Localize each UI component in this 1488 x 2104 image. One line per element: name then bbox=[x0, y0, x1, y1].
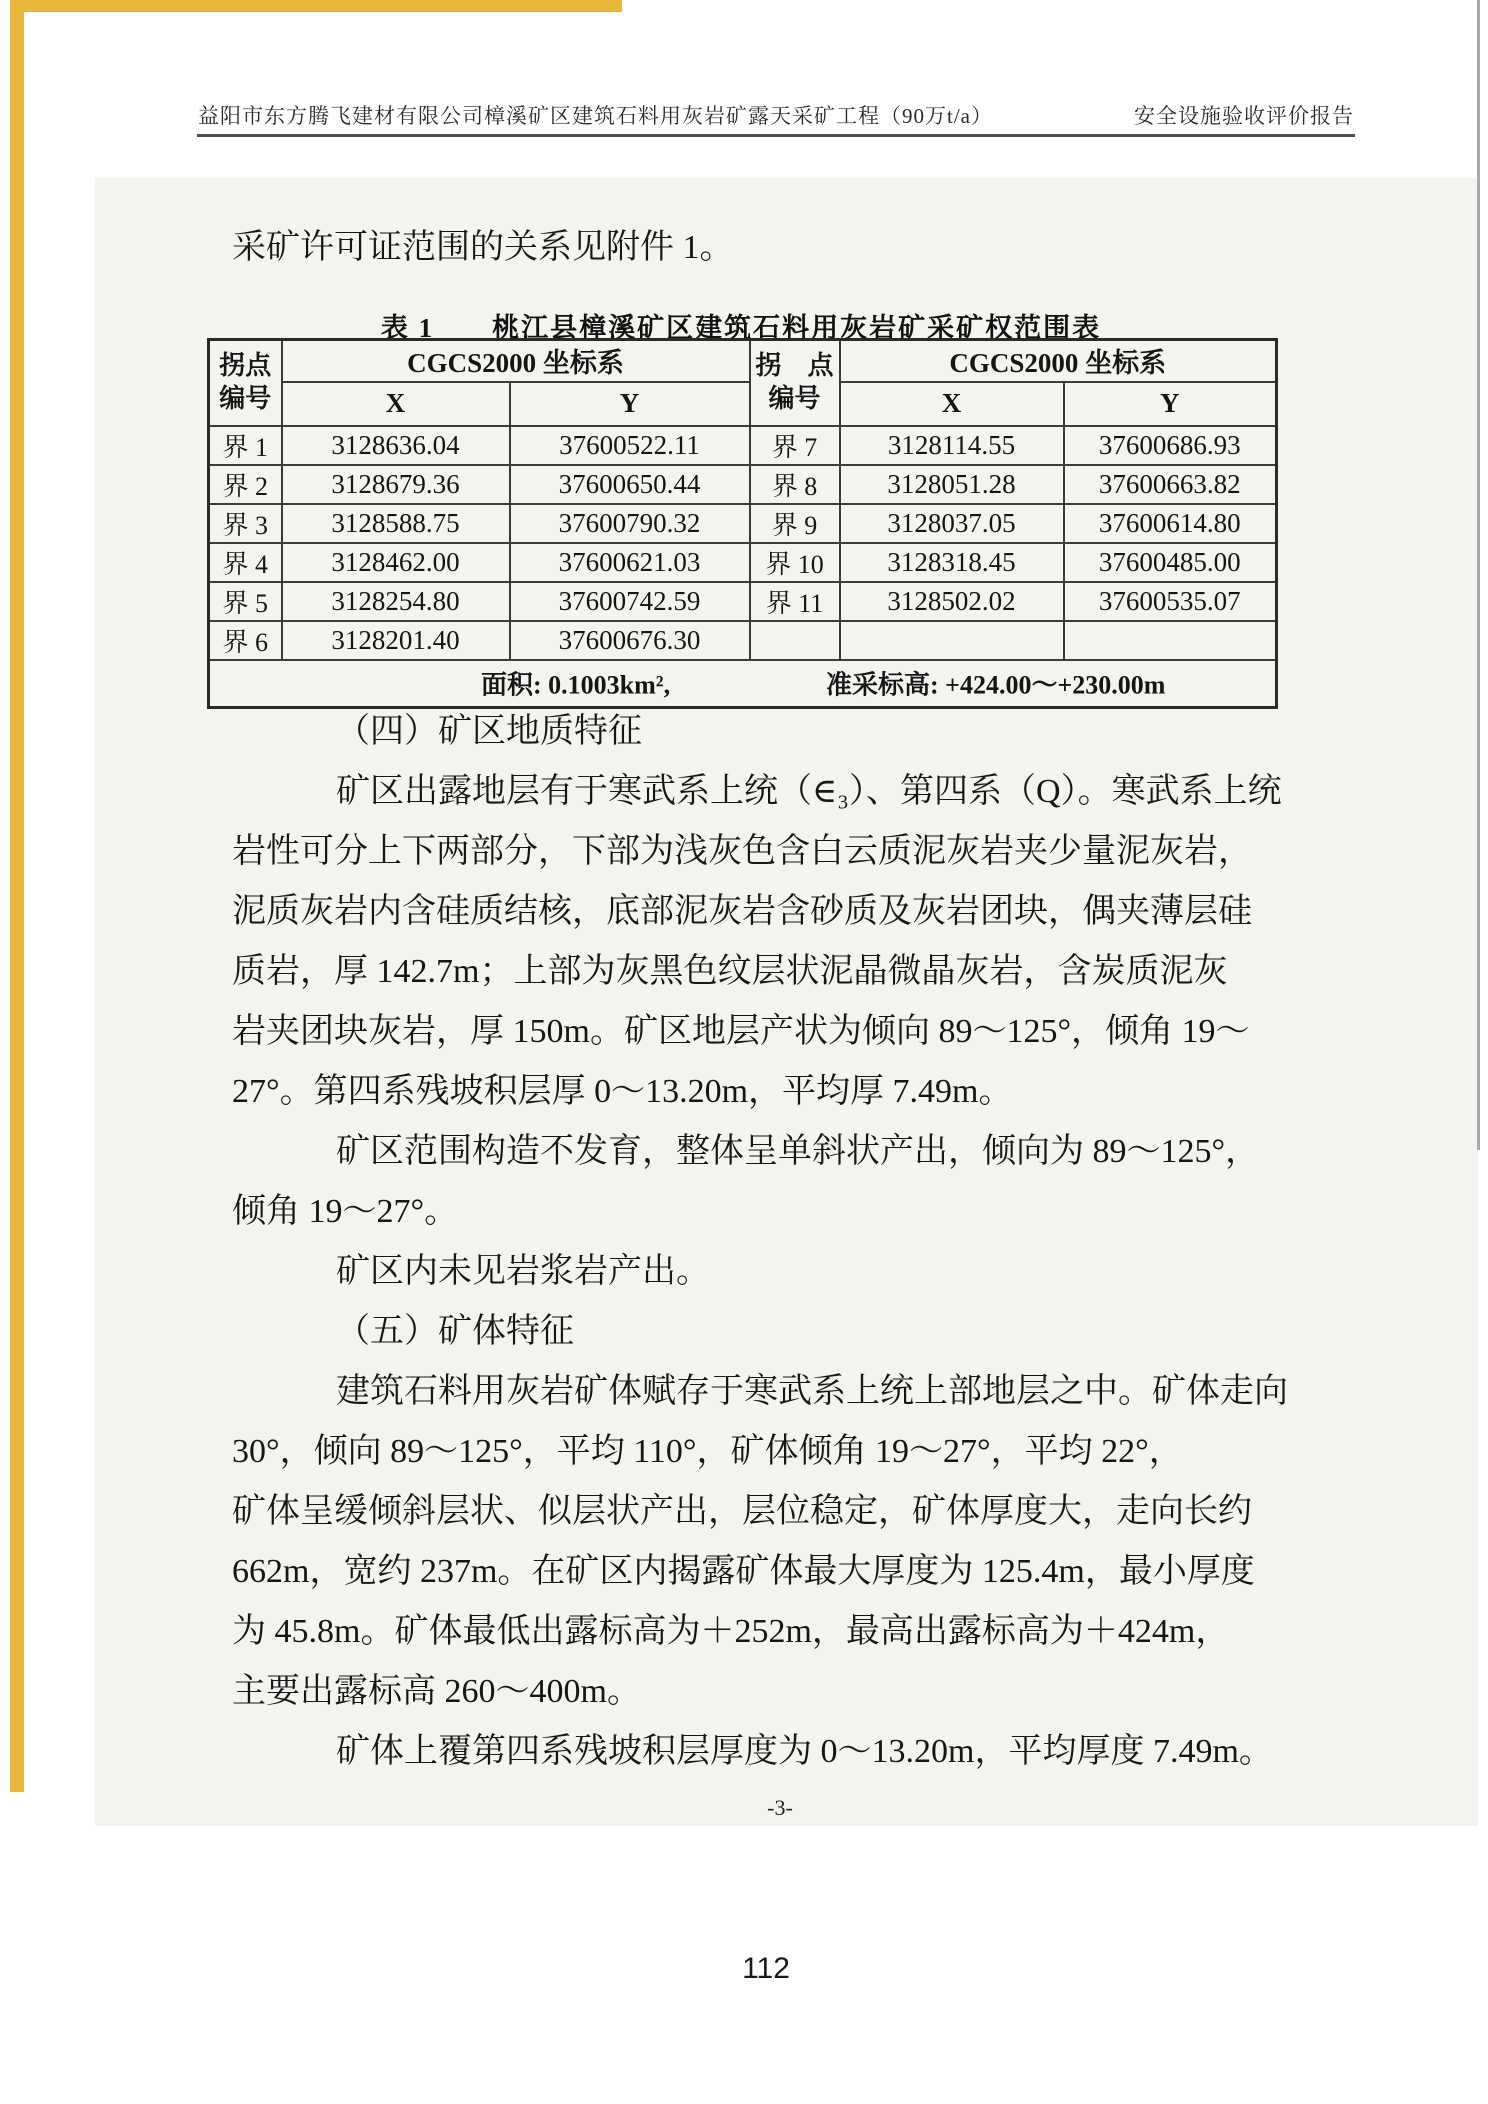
body-line: 建筑石料用灰岩矿体赋存于寒武系上统上部地层之中。矿体走向 bbox=[336, 1373, 1288, 1410]
point-id: 界 11 bbox=[750, 582, 840, 621]
point-id: 界 7 bbox=[750, 426, 840, 465]
y-value bbox=[1064, 621, 1277, 660]
x-value: 3128318.45 bbox=[840, 543, 1064, 582]
y-value: 37600742.59 bbox=[510, 582, 750, 621]
point-id: 界 6 bbox=[209, 621, 282, 660]
body-line: 倾角 19～27°。 bbox=[232, 1193, 459, 1230]
body-line: 质岩，厚 142.7m；上部为灰黑色纹层状泥晶微晶灰岩，含炭质泥灰 bbox=[232, 953, 1228, 990]
area-value: 面积: 0.1003km², bbox=[481, 670, 671, 700]
y-value: 37600650.44 bbox=[510, 465, 750, 504]
point-id: 界 3 bbox=[209, 504, 282, 543]
corner-header-right bbox=[750, 340, 840, 426]
table-row bbox=[209, 504, 1277, 543]
x-value: 3128051.28 bbox=[840, 465, 1064, 504]
x-header-left: X bbox=[282, 382, 510, 426]
table-row bbox=[209, 426, 1277, 465]
table-row bbox=[209, 465, 1277, 504]
scan-page-number: -3- bbox=[767, 1795, 793, 1820]
y-value: 37600614.80 bbox=[1064, 504, 1277, 543]
body-line: 岩性可分上下两部分，下部为浅灰色含白云质泥灰岩夹少量泥灰岩， bbox=[232, 833, 1252, 870]
header-rule bbox=[197, 134, 1355, 137]
x-value: 3128254.80 bbox=[282, 582, 510, 621]
corner-header-left bbox=[209, 340, 282, 426]
point-id: 界 2 bbox=[209, 465, 282, 504]
left-edge-stripe bbox=[10, 0, 24, 1792]
y-value: 37600686.93 bbox=[1064, 426, 1277, 465]
y-header-right: Y bbox=[1064, 382, 1277, 426]
corner-right-line2: 编号 bbox=[768, 383, 821, 413]
body-line: 岩夹团块灰岩，厚 150m。矿区地层产状为倾向 89～125°，倾角 19～ bbox=[232, 1013, 1250, 1050]
coord-sys-header-right: CGCS2000 坐标系 bbox=[840, 340, 1277, 382]
header-report-type: 安全设施验收评价报告 bbox=[1134, 104, 1354, 128]
y-value: 37600485.00 bbox=[1064, 543, 1277, 582]
table-footer-cell bbox=[209, 660, 1277, 708]
point-id: 界 9 bbox=[750, 504, 840, 543]
point-id: 界 4 bbox=[209, 543, 282, 582]
x-value: 3128037.05 bbox=[840, 504, 1064, 543]
x-value: 3128114.55 bbox=[840, 426, 1064, 465]
coord-sys-header-left: CGCS2000 坐标系 bbox=[282, 340, 750, 382]
body-line: 矿区范围构造不发育，整体呈单斜状产出，倾向为 89～125°， bbox=[336, 1133, 1260, 1170]
y-value: 37600522.11 bbox=[510, 426, 750, 465]
point-id bbox=[750, 621, 840, 660]
body-line: 矿区内未见岩浆岩产出。 bbox=[336, 1253, 710, 1290]
x-header-right: X bbox=[840, 382, 1064, 426]
mining-rights-table bbox=[207, 338, 1278, 709]
y-value: 37600676.30 bbox=[510, 621, 750, 660]
mining-elevation-value: 准采标高: +424.00～+230.00m bbox=[826, 670, 1166, 700]
body-line: 主要出露标高 260～400m。 bbox=[232, 1673, 641, 1710]
section-heading-4: （四）矿区地质特征 bbox=[336, 713, 642, 750]
body-line: 为 45.8m。矿体最低出露标高为＋252m，最高出露标高为＋424m， bbox=[232, 1613, 1230, 1650]
table-row bbox=[209, 621, 1277, 660]
y-value: 37600621.03 bbox=[510, 543, 750, 582]
body-line: 泥质灰岩内含硅质结核，底部泥灰岩含砂质及灰岩团块，偶夹薄层硅 bbox=[232, 893, 1252, 930]
body-line: 矿体呈缓倾斜层状、似层状产出，层位稳定，矿体厚度大，走向长约 bbox=[232, 1493, 1252, 1530]
x-value: 3128201.40 bbox=[282, 621, 510, 660]
x-value: 3128588.75 bbox=[282, 504, 510, 543]
body-line: 30°，倾向 89～125°，平均 110°，矿体倾角 19～27°，平均 22°， bbox=[232, 1433, 1183, 1470]
x-value: 3128462.00 bbox=[282, 543, 510, 582]
x-value: 3128679.36 bbox=[282, 465, 510, 504]
section-heading-5: （五）矿体特征 bbox=[336, 1313, 574, 1350]
x-value: 3128502.02 bbox=[840, 582, 1064, 621]
body-line: 矿区出露地层有于寒武系上统（∈₃）、第四系（Q）。寒武系上统 bbox=[336, 773, 1282, 810]
y-value: 37600535.07 bbox=[1064, 582, 1277, 621]
x-value: 3128636.04 bbox=[282, 426, 510, 465]
header-project-title: 益阳市东方腾飞建材有限公司樟溪矿区建筑石料用灰岩矿露天采矿工程（90万t/a） bbox=[198, 104, 993, 128]
right-edge-line bbox=[1477, 0, 1480, 1150]
point-id: 界 8 bbox=[750, 465, 840, 504]
x-value bbox=[840, 621, 1064, 660]
corner-left-line2: 编号 bbox=[219, 383, 272, 413]
point-id: 界 1 bbox=[209, 426, 282, 465]
y-value: 37600790.32 bbox=[510, 504, 750, 543]
document-page-number: 112 bbox=[742, 1952, 790, 1985]
top-edge-stripe bbox=[10, 0, 622, 12]
table-row bbox=[209, 543, 1277, 582]
y-value: 37600663.82 bbox=[1064, 465, 1277, 504]
corner-right-line1: 拐 点 bbox=[755, 351, 834, 381]
table-row bbox=[209, 582, 1277, 621]
intro-line: 采矿许可证范围的关系见附件 1。 bbox=[232, 229, 734, 266]
corner-left-line1: 拐点 bbox=[219, 351, 272, 381]
point-id: 界 10 bbox=[750, 543, 840, 582]
table-title: 表 1 桃江县樟溪矿区建筑石料用灰岩矿采矿权范围表 bbox=[380, 313, 1102, 343]
running-header bbox=[198, 100, 1354, 130]
point-id: 界 5 bbox=[209, 582, 282, 621]
body-line: 662m，宽约 237m。在矿区内揭露矿体最大厚度为 125.4m，最小厚度 bbox=[232, 1553, 1255, 1590]
body-line: 27°。第四系残坡积层厚 0～13.20m，平均厚 7.49m。 bbox=[232, 1073, 1013, 1110]
y-header-left: Y bbox=[510, 382, 750, 426]
body-line: 矿体上覆第四系残坡积层厚度为 0～13.20m，平均厚度 7.49m。 bbox=[336, 1733, 1273, 1770]
